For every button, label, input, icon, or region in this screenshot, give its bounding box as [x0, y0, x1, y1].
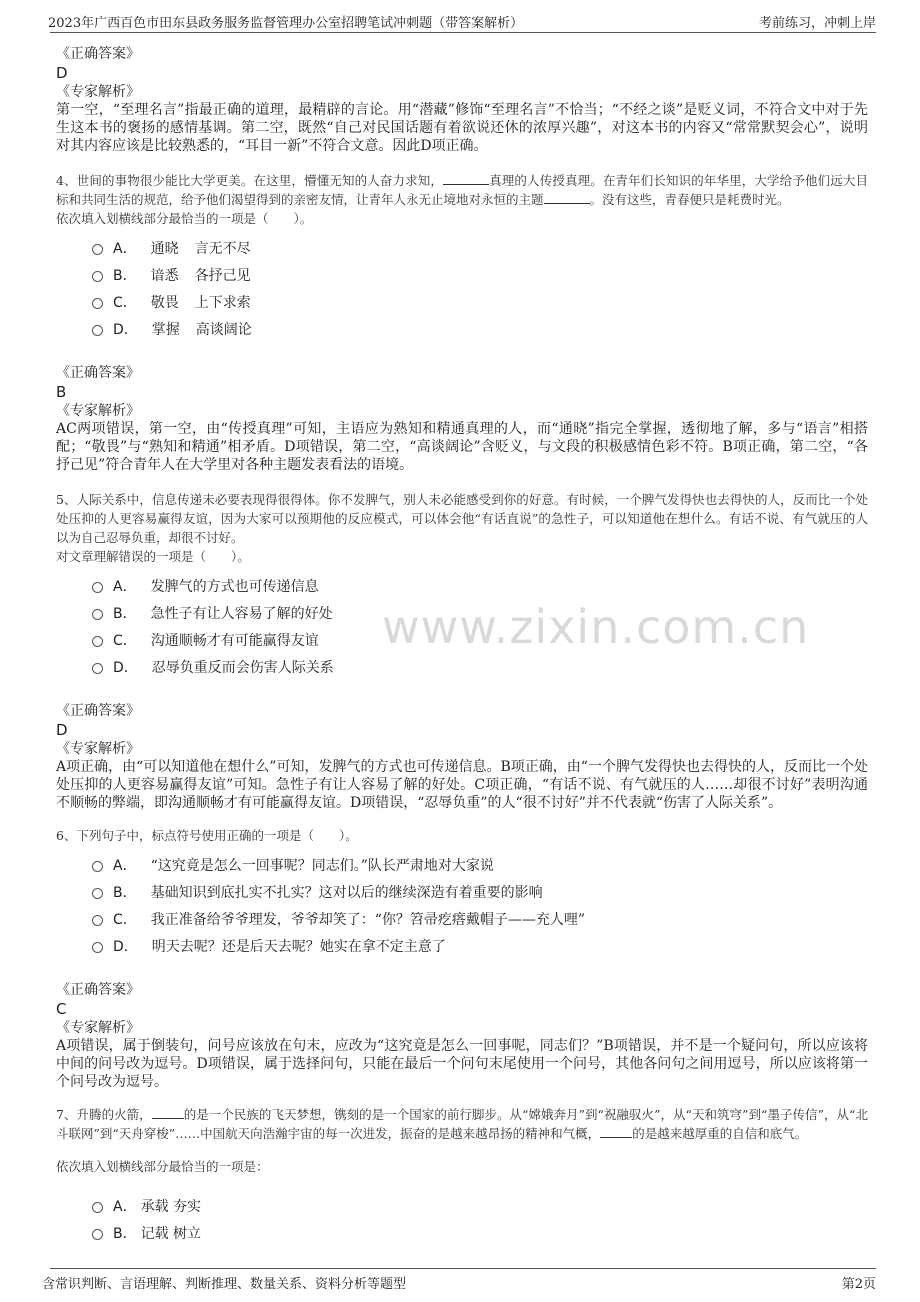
option-d[interactable]: D． 忍辱负重反而会伤害人际关系: [92, 653, 868, 680]
answer-value: C: [56, 1000, 67, 1018]
question-5-options: [92, 572, 868, 680]
explain-label: 《专家解析》: [56, 741, 140, 757]
option-b[interactable]: B． 基础知识到底扎实不扎实？这对以后的继续深造有着重要的影响: [92, 878, 868, 905]
answer-label: 《正确答案》: [56, 703, 140, 719]
radio-icon[interactable]: [92, 942, 103, 953]
question-7-options: [92, 1192, 868, 1246]
option-c[interactable]: C． 我正准备给爷爷理发，爷爷却笑了：“你？笤帚疙瘩戴帽子——充人哩”: [92, 905, 868, 932]
answer-label: 《正确答案》: [56, 46, 140, 62]
question-4-stem: 4、世间的事物很少能比大学更美。在这里，懵懂无知的人奋力求知， 真理的人传授真理。在青年们长知识的年华里，大学给予他们远大目标和共同生活的规范，给予他们渴望得到的亲密友情，让青年人永无止境地对永恒的主题 。没有这些，青春便只是耗费时光。: [56, 173, 868, 207]
question-6-options: [92, 851, 868, 959]
option-d[interactable]: D． 明天去呢？还是后天去呢？她实在拿不定主意了: [92, 932, 868, 959]
option-a[interactable]: A． 承载 夯实: [92, 1192, 868, 1219]
explanation-text: A项错误，属于倒装句，问号应该放在句末，应改为“这究竟是怎么一回事呢，同志们？”B项错误，并不是一个疑问句，所以应该将中间的问号改为逗号。D项错误，属于选择问句，只能在最后一个问句末尾使用一个问号，其他各问句之间用逗号，所以应该将第一个问号改为逗号。: [56, 1038, 868, 1090]
radio-icon[interactable]: [92, 582, 103, 593]
explanation-text: 第一空，“至理名言”指最正确的道理，最精辟的言论。用“潜藏”修饰“至理名言”不恰当；“不经之谈”是贬义词，不符合文中对于先生这本书的褒扬的感情基调。第二空，既然“自己对民国话题有着欲说还休的浓厚兴趣”，对这本书的内容又“常常默契会心”，说明对其内容应该是比较熟悉的，“耳目一新”不符合文意。因此D项正确。: [56, 102, 868, 154]
option-b[interactable]: B． 记载 树立: [92, 1219, 868, 1246]
option-a[interactable]: A． 通晓 言无不尽: [92, 234, 868, 261]
radio-icon[interactable]: [92, 325, 103, 336]
explain-label: 《专家解析》: [56, 1020, 140, 1036]
question-4-options: [92, 234, 868, 342]
radio-icon[interactable]: [92, 915, 103, 926]
question-6-stem: 6、下列句子中，标点符号使用正确的一项是（ ）。: [56, 828, 358, 843]
footer-topics: 含常识判断、言语理解、判断推理、数量关系、资料分析等题型: [42, 1277, 407, 1292]
option-b[interactable]: B． 急性子有让人容易了解的好处: [92, 599, 868, 626]
radio-icon[interactable]: [92, 1229, 103, 1240]
option-b[interactable]: B． 谙悉 各抒己见: [92, 261, 868, 288]
question-5-prompt: 对文章理解错误的一项是（ ）。: [56, 549, 250, 564]
question-7-prompt: 依次填入划横线部分最恰当的一项是：: [56, 1159, 269, 1174]
radio-icon[interactable]: [92, 663, 103, 674]
radio-icon[interactable]: [92, 244, 103, 255]
answer-label: 《正确答案》: [56, 365, 140, 381]
explanation-text: AC两项错误，第一空，由“传授真理”可知，主语应为熟知和精通真理的人，而“通晓”指完全掌握，透彻地了解，多与“语言”相搭配；“敬畏”与“熟知和精通”相矛盾。D项错误，第二空，“高谈阔论”含贬义，与文段的积极感情色彩不符。B项正确，第二空，“各抒己见”符合青年人在大学里对各种主题发表看法的语境。: [56, 421, 868, 473]
watermark: www.zixin.com.cn: [382, 600, 810, 654]
option-a[interactable]: A． “这究竟是怎么一回事呢？同志们。”队长严肃地对大家说: [92, 851, 868, 878]
page-footer: [42, 1268, 876, 1292]
option-a[interactable]: A． 发脾气的方式也可传递信息: [92, 572, 868, 599]
option-c[interactable]: C． 敬畏 上下求索: [92, 288, 868, 315]
explanation-text: A项正确，由“可以知道他在想什么”可知，发脾气的方式也可传递信息。B项正确，由“一个脾气发得快也去得快的人，反而比一个处处压抑的人更容易赢得友谊”可知。急性子有让人容易了解的好处。C项正确，“有话不说、有气就压的人……却很不讨好”表明沟通不顺畅的弊端，即沟通顺畅才有可能赢得友谊。D项错误，“忍辱负重”的人“很不讨好”并不代表就“伤害了人际关系”。: [56, 759, 868, 811]
radio-icon[interactable]: [92, 636, 103, 647]
radio-icon[interactable]: [92, 888, 103, 899]
answer-value: B: [56, 383, 67, 401]
radio-icon[interactable]: [92, 861, 103, 872]
option-c[interactable]: C． 沟通顺畅才有可能赢得友谊: [92, 626, 868, 653]
radio-icon[interactable]: [92, 609, 103, 620]
answer-value: D: [56, 721, 68, 739]
document-title: 2023年广西百色市田东县政务服务监督管理办公室招聘笔试冲刺题（带答案解析）: [48, 16, 524, 31]
question-4-prompt: 依次填入划横线部分最恰当的一项是（ ）。: [56, 211, 313, 226]
question-5-stem: 5、人际关系中，信息传递未必要表现得很得体。你不发脾气，别人未必能感受到你的好意。有时候，一个脾气发得快也去得快的人，反而比一个处处压抑的人更容易赢得友谊，因为大家可以预期他的反应模式，可以体会他“有话直说”的急性子，可以知道他在想什么。有话不说、有气就压的人以为自己忍辱负重，却很不讨好。: [56, 492, 868, 545]
radio-icon[interactable]: [92, 1202, 103, 1213]
header-slogan: 考前练习，冲刺上岸: [758, 16, 876, 31]
explain-label: 《专家解析》: [56, 403, 140, 419]
page-number: 第2页: [841, 1277, 876, 1292]
answer-label: 《正确答案》: [56, 982, 140, 998]
explain-label: 《专家解析》: [56, 84, 140, 100]
radio-icon[interactable]: [92, 271, 103, 282]
answer-value: D: [56, 64, 68, 82]
question-7-stem: 7、升腾的火箭， 的是一个民族的飞天梦想，镌刻的是一个国家的前行脚步。从“嫦娥奔月”到“祝融驭火”，从“天和筑穹”到“墨子传信”，从“北斗联网”到“天舟穿梭”……中国航天向浩瀚宇宙的每一次进发，振奋的是越来越昂扬的精神和气概， 的是越来越厚重的自信和底气。: [56, 1107, 868, 1141]
page-content: [56, 45, 868, 1246]
option-d[interactable]: D． 掌握 高谈阔论: [92, 315, 868, 342]
page-header: [50, 10, 876, 33]
radio-icon[interactable]: [92, 298, 103, 309]
